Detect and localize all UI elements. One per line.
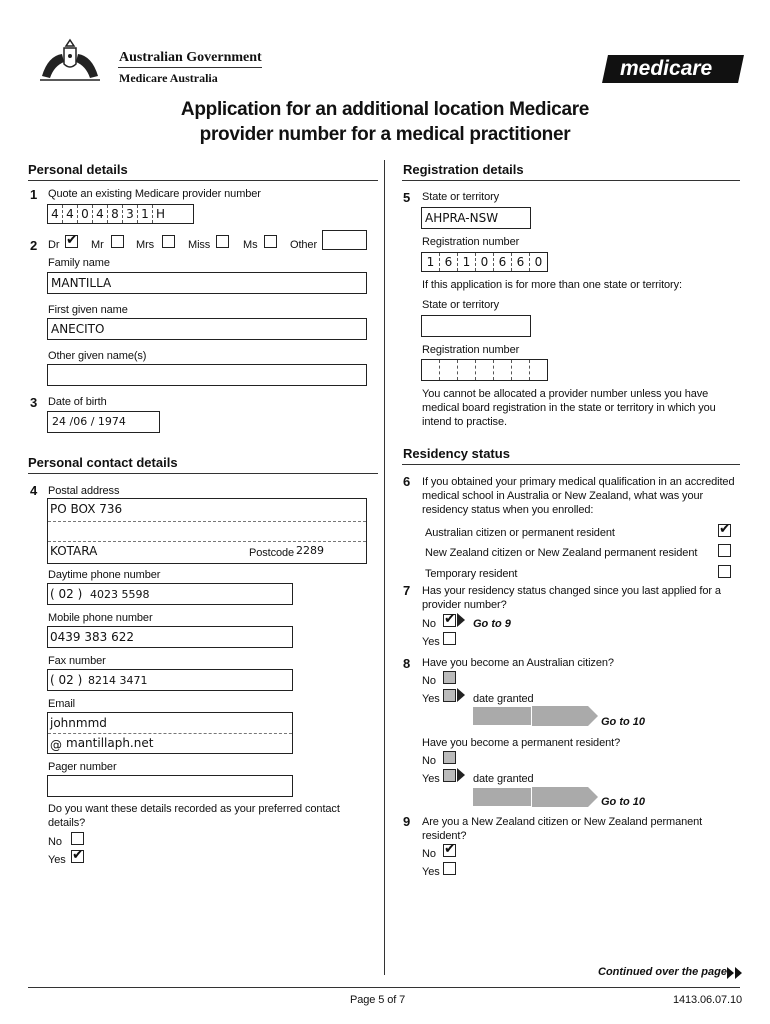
pager-field[interactable] bbox=[47, 775, 293, 797]
postal-address-label: Postal address bbox=[48, 485, 120, 497]
other-names-field[interactable] bbox=[47, 364, 367, 386]
registration2-digit bbox=[458, 360, 476, 380]
form-code: 1413.06.07.10 bbox=[673, 994, 743, 1006]
q8b-yes-label: Yes bbox=[422, 773, 440, 785]
title-mrs-label: Mrs bbox=[136, 239, 155, 251]
goto-10-label: Go to 10 bbox=[601, 796, 646, 808]
registration2-digit bbox=[476, 360, 494, 380]
title-dr-checkbox[interactable] bbox=[65, 232, 78, 248]
email-field[interactable] bbox=[47, 712, 293, 754]
registration-digit: 0 bbox=[476, 253, 494, 271]
q8a-no-checkbox[interactable] bbox=[443, 671, 456, 684]
email-domain-value: mantillaph.net bbox=[66, 736, 154, 750]
mobile-phone-label: Mobile phone number bbox=[48, 612, 153, 624]
title-ms-label: Ms bbox=[243, 239, 258, 251]
provider-digit: 1 bbox=[138, 205, 153, 223]
contact-details-heading: Personal contact details bbox=[28, 455, 178, 470]
email-label: Email bbox=[48, 698, 76, 710]
state-value: AHPRA-NSW bbox=[425, 211, 499, 225]
email-line-divider bbox=[48, 733, 292, 734]
q8b-no-label: No bbox=[422, 755, 436, 767]
q8a-question: Have you become an Australian citizen? bbox=[422, 657, 614, 669]
preferred-no-checkbox[interactable] bbox=[71, 832, 84, 845]
title-miss-label: Miss bbox=[188, 239, 211, 251]
check-mark-icon: ✔ bbox=[444, 841, 456, 857]
daytime-area-code: ( 02 ) bbox=[50, 587, 83, 601]
medicare-logo-text: medicare bbox=[620, 57, 713, 80]
daytime-phone-field[interactable] bbox=[47, 583, 293, 605]
residency-option-temp: Temporary resident bbox=[425, 568, 518, 580]
registration-digit: 1 bbox=[422, 253, 440, 271]
first-name-value: ANECITO bbox=[51, 322, 105, 336]
q8b-date-granted-label: date granted bbox=[473, 773, 534, 785]
title-dr-label: Dr bbox=[48, 239, 60, 251]
q9-no-checkbox[interactable] bbox=[443, 841, 456, 857]
email-user-value: johnmmd bbox=[50, 716, 107, 730]
continued-over-label: Continued over the page bbox=[598, 966, 727, 978]
provider-digit: 3 bbox=[123, 205, 138, 223]
registration-digit: 1 bbox=[458, 253, 476, 271]
provider-digit: 4 bbox=[93, 205, 108, 223]
residency-au-checkbox[interactable] bbox=[718, 521, 731, 537]
section-rule bbox=[402, 180, 740, 181]
q7-yes-label: Yes bbox=[422, 636, 440, 648]
q9-yes-label: Yes bbox=[422, 866, 440, 878]
state2-field[interactable] bbox=[421, 315, 531, 337]
q8a-yes-checkbox[interactable] bbox=[443, 689, 456, 702]
q8b-date-box bbox=[472, 787, 532, 807]
check-mark-icon: ✔ bbox=[719, 521, 731, 537]
preferred-contact-question: Do you want these details recorded as your preferred contact details? bbox=[48, 803, 340, 829]
registration-digit: 6 bbox=[512, 253, 530, 271]
q9-yes-checkbox[interactable] bbox=[443, 862, 456, 875]
address-line-divider bbox=[48, 521, 366, 522]
title-mr-label: Mr bbox=[91, 239, 104, 251]
personal-details-heading: Personal details bbox=[28, 162, 128, 177]
q1-number: 1 bbox=[30, 187, 38, 202]
title-ms-checkbox[interactable] bbox=[264, 235, 277, 248]
registration-digit: 6 bbox=[440, 253, 458, 271]
registration2-field[interactable] bbox=[421, 359, 548, 381]
registration2-digit bbox=[494, 360, 512, 380]
residency-status-heading: Residency status bbox=[403, 446, 510, 461]
q4-number: 4 bbox=[30, 483, 38, 498]
double-arrow-icon bbox=[727, 966, 743, 984]
postal-line2: KOTARA bbox=[50, 544, 98, 558]
title-mr-checkbox[interactable] bbox=[111, 235, 124, 248]
provider-digit: 8 bbox=[108, 205, 123, 223]
q8b-question: Have you become a permanent resident? bbox=[422, 737, 621, 749]
q8a-yes-label: Yes bbox=[422, 693, 440, 705]
registration-requirement-note: You cannot be allocated a provider number unless you have medical board registration in the state or territory in which you intend to practise. bbox=[422, 388, 716, 428]
form-title-line2: provider number for a medical practitioner bbox=[199, 124, 571, 145]
other-names-label: Other given name(s) bbox=[48, 350, 147, 362]
state-label: State or territory bbox=[422, 191, 500, 203]
q9-question: Are you a New Zealand citizen or New Zealand permanent resident? bbox=[422, 816, 703, 842]
gov-divider bbox=[118, 67, 262, 68]
residency-nz-checkbox[interactable] bbox=[718, 544, 731, 557]
coat-of-arms-logo bbox=[34, 36, 106, 86]
fax-field[interactable] bbox=[47, 669, 293, 691]
registration-digit: 6 bbox=[494, 253, 512, 271]
first-name-label: First given name bbox=[48, 304, 128, 316]
q8b-no-checkbox[interactable] bbox=[443, 751, 456, 764]
q8-number: 8 bbox=[403, 656, 411, 671]
goto-9-label: Go to 9 bbox=[473, 618, 511, 630]
goto-10-label: Go to 10 bbox=[601, 716, 646, 728]
postcode-label: Postcode bbox=[249, 547, 295, 559]
arrow-right-icon bbox=[457, 688, 465, 702]
q8a-date-granted-label: date granted bbox=[473, 693, 534, 705]
registration-details-heading: Registration details bbox=[403, 162, 524, 177]
daytime-phone-label: Daytime phone number bbox=[48, 569, 161, 581]
q2-number: 2 bbox=[30, 238, 38, 253]
dob-value: 24 /06 / 1974 bbox=[52, 415, 126, 428]
q6-question: If you obtained your primary medical qualification in an accredited medical school in Australia or New Zealand, what was your residency status when you enrolled: bbox=[422, 476, 735, 516]
provider-digit: H bbox=[156, 207, 166, 221]
check-mark-icon: ✔ bbox=[66, 232, 78, 248]
q3-number: 3 bbox=[30, 395, 38, 410]
state-field[interactable] bbox=[421, 207, 531, 229]
section-rule bbox=[28, 473, 378, 474]
email-at-sign: @ bbox=[50, 738, 62, 752]
title-other-label: Other bbox=[290, 239, 318, 251]
q7-yes-checkbox[interactable] bbox=[443, 632, 456, 645]
provider-digit: 4 bbox=[48, 205, 63, 223]
q8b-yes-checkbox[interactable] bbox=[443, 769, 456, 782]
q8a-no-label: No bbox=[422, 675, 436, 687]
daytime-phone-value: 4023 5598 bbox=[90, 588, 150, 601]
column-divider bbox=[384, 160, 385, 975]
preferred-yes-checkbox[interactable] bbox=[71, 847, 84, 863]
fax-value: 8214 3471 bbox=[88, 674, 148, 687]
footer-rule bbox=[28, 987, 740, 988]
registration-digit: 0 bbox=[534, 255, 543, 269]
registration2-label: Registration number bbox=[422, 344, 520, 356]
provider-number-field[interactable] bbox=[47, 204, 194, 224]
check-mark-icon: ✔ bbox=[72, 847, 84, 863]
family-name-value: MANTILLA bbox=[51, 276, 112, 290]
registration2-digit bbox=[422, 360, 440, 380]
q9-no-label: No bbox=[422, 848, 436, 860]
section-rule bbox=[402, 464, 740, 465]
q7-number: 7 bbox=[403, 583, 411, 598]
page-number: Page 5 of 7 bbox=[350, 994, 406, 1006]
preferred-no-label: No bbox=[48, 836, 62, 848]
residency-option-nz: New Zealand citizen or New Zealand permanent resident bbox=[425, 547, 698, 559]
mobile-phone-field[interactable] bbox=[47, 626, 293, 648]
q9-number: 9 bbox=[403, 814, 411, 829]
residency-temp-checkbox[interactable] bbox=[718, 565, 731, 578]
dob-label: Date of birth bbox=[48, 396, 107, 408]
mobile-phone-value: 0439 383 622 bbox=[50, 630, 134, 644]
arrow-right-icon bbox=[457, 768, 465, 782]
dob-field[interactable] bbox=[47, 411, 160, 433]
address-line-divider bbox=[48, 541, 366, 542]
family-name-label: Family name bbox=[48, 257, 110, 269]
registration2-digit bbox=[530, 360, 547, 380]
postal-line1: PO BOX 736 bbox=[50, 502, 123, 516]
postal-address-field[interactable] bbox=[47, 498, 367, 564]
q6-number: 6 bbox=[403, 474, 411, 489]
q7-no-checkbox[interactable] bbox=[443, 611, 456, 627]
provider-digit: 0 bbox=[78, 205, 93, 223]
pager-label: Pager number bbox=[48, 761, 117, 773]
provider-digit: 4 bbox=[63, 205, 78, 223]
fax-label: Fax number bbox=[48, 655, 106, 667]
gov-line2: Medicare Australia bbox=[119, 71, 218, 85]
check-mark-icon: ✔ bbox=[444, 611, 456, 627]
registration2-digit bbox=[512, 360, 530, 380]
fax-area-code: ( 02 ) bbox=[50, 673, 83, 687]
first-name-field[interactable] bbox=[47, 318, 367, 340]
preferred-yes-label: Yes bbox=[48, 854, 66, 866]
q7-no-label: No bbox=[422, 618, 436, 630]
more-than-one-note: If this application is for more than one state or territory: bbox=[422, 279, 682, 291]
registration2-digit bbox=[440, 360, 458, 380]
title-other-field[interactable] bbox=[322, 230, 367, 250]
state2-label: State or territory bbox=[422, 299, 500, 311]
gov-line1: Australian Government bbox=[119, 50, 262, 65]
title-miss-checkbox[interactable] bbox=[216, 235, 229, 248]
q7-question: Has your residency status changed since you last applied for a provider number? bbox=[422, 585, 721, 611]
postcode-value: 2289 bbox=[296, 544, 324, 557]
q8b-date-arrow bbox=[588, 787, 598, 807]
registration-number-field[interactable] bbox=[421, 252, 548, 272]
q5-number: 5 bbox=[403, 190, 411, 205]
q8a-date-arrow bbox=[588, 706, 598, 726]
title-mrs-checkbox[interactable] bbox=[162, 235, 175, 248]
q8a-date-box bbox=[472, 706, 532, 726]
arrow-right-icon bbox=[457, 613, 465, 627]
q1-label: Quote an existing Medicare provider number bbox=[48, 188, 261, 200]
form-title-line1: Application for an additional location Medicare bbox=[180, 99, 590, 120]
residency-option-au: Australian citizen or permanent resident bbox=[425, 527, 615, 539]
section-rule bbox=[28, 180, 378, 181]
registration-number-label: Registration number bbox=[422, 236, 520, 248]
family-name-field[interactable] bbox=[47, 272, 367, 294]
